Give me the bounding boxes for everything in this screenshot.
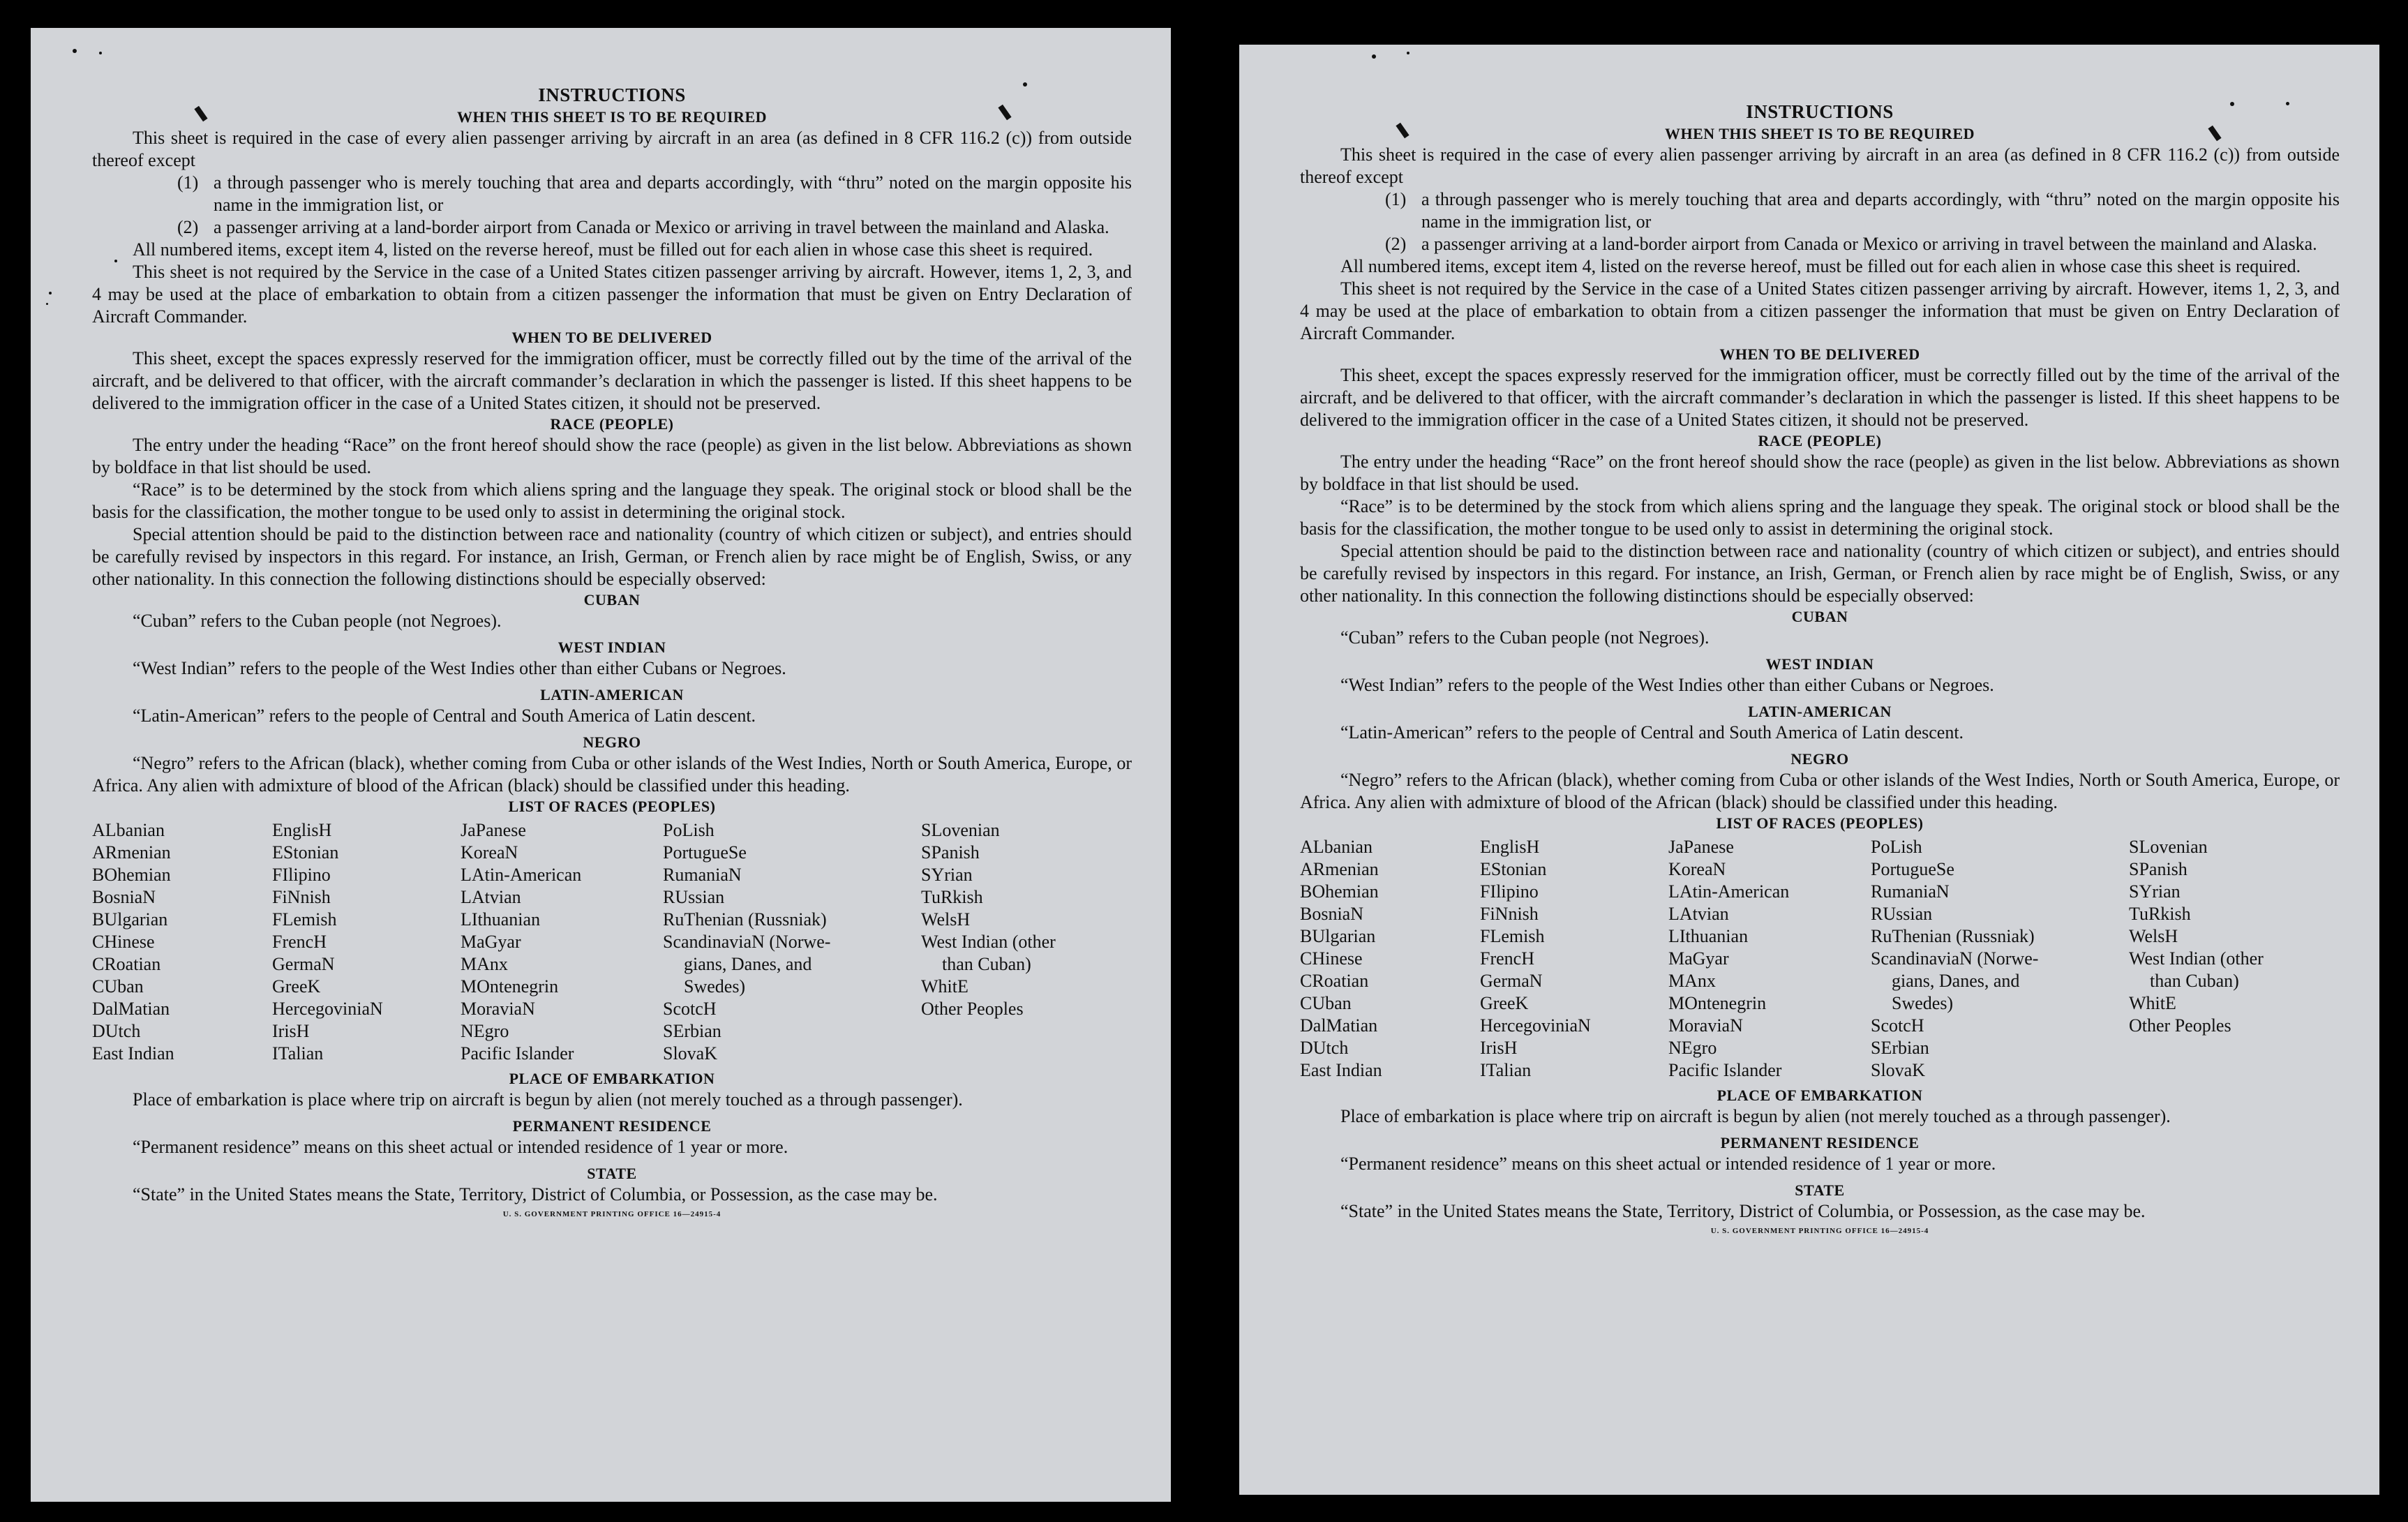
list-item	[1300, 233, 2340, 255]
race-entry: CRoatian	[92, 954, 161, 974]
race-entry: East Indian	[1300, 1060, 1382, 1080]
race-entry: MoraviaN	[461, 999, 535, 1019]
race-entry: ALbanian	[1300, 837, 1373, 857]
race-entry: ITalian	[1480, 1060, 1532, 1080]
document-title: INSTRUCTIONS	[1746, 101, 1894, 122]
race-entry: than Cuban)	[942, 954, 1031, 974]
section-heading-when-delivered: WHEN TO BE DELIVERED	[511, 329, 712, 346]
race-entry: ITalian	[272, 1043, 324, 1064]
document-page-right	[1239, 45, 2379, 1495]
item-number: (1)	[1385, 189, 1407, 209]
race-entry: DalMatian	[1300, 1015, 1378, 1036]
race-entry: GreeK	[1480, 993, 1529, 1013]
race-entry: Other Peoples	[921, 999, 1024, 1019]
paragraph: “Latin-American” refers to the people of Central and South America of Latin descent.	[1340, 722, 1964, 743]
paragraph: This sheet is required in the case of every alien passenger arriving by aircraft in an area (as defined in 8 CFR 116.2 (c)) from outside thereof except	[1300, 144, 2340, 187]
race-entry: East Indian	[92, 1043, 174, 1064]
paragraph: “State” in the United States means the State, Territory, District of Columbia, or Possession, as the case may be.	[133, 1184, 938, 1204]
race-entry: ARmenian	[92, 842, 171, 863]
race-entry: DUtch	[92, 1021, 141, 1041]
race-entry: IrisH	[272, 1021, 310, 1041]
paragraph: “Permanent residence” means on this sheet actual or intended residence of 1 year or more.	[1340, 1154, 1996, 1174]
race-entry: RumaniaN	[1871, 881, 1950, 902]
race-entry: PoLish	[663, 820, 715, 840]
race-entry: NEgro	[461, 1021, 509, 1041]
section-heading-latin-american: LATIN-AMERICAN	[540, 686, 684, 703]
list-item	[92, 172, 1132, 216]
race-entry: DalMatian	[92, 999, 170, 1019]
race-entry: WelsH	[2129, 926, 2178, 946]
race-entry: MAnx	[1668, 971, 1716, 991]
race-entry: ScandinaviaN (Norwe-	[1871, 948, 2039, 969]
item-number: (2)	[1385, 234, 1407, 254]
race-entry: LAtvian	[1668, 904, 1729, 924]
race-entry: CHinese	[1300, 948, 1363, 969]
paragraph: This sheet is not required by the Service in the case of a United States citizen passenger arriving by aircraft. However, items 1, 2, 3, and 4 may be used at the place of embarkation to obtain from a citizen passenger the information that must be given on Entry Declaration of Aircraft Commander.	[1300, 278, 2340, 343]
section-heading-negro: NEGRO	[583, 733, 641, 751]
race-entry: HercegoviniaN	[272, 999, 383, 1019]
section-heading-embarkation: PLACE OF EMBARKATION	[509, 1070, 715, 1087]
race-entry: MOntenegrin	[461, 976, 559, 997]
document-page-left	[31, 28, 1171, 1502]
race-entry: PoLish	[1871, 837, 1922, 857]
race-entry: gians, Danes, and	[1892, 971, 2020, 991]
race-entry: SPanish	[2129, 859, 2188, 879]
race-entry: NEgro	[1668, 1038, 1717, 1058]
section-heading-list-of-races: LIST OF RACES (PEOPLES)	[1716, 814, 1924, 832]
race-entry: West Indian (other	[2129, 948, 2264, 969]
paragraph: “Race” is to be determined by the stock from which aliens spring and the language they speak. The original stock or blood shall be the basis for the classification, the mother tongue to be used only to assist in determining the original stock.	[92, 479, 1132, 522]
paragraph: “Cuban” refers to the Cuban people (not Negroes).	[133, 611, 502, 631]
race-entry: KoreaN	[1668, 859, 1726, 879]
race-entry: MoraviaN	[1668, 1015, 1743, 1036]
section-heading-when-delivered: WHEN TO BE DELIVERED	[1719, 345, 1920, 363]
item-text: a passenger arriving at a land-border airport from Canada or Mexico or arriving in travel between the mainland and Alaska.	[1421, 234, 2317, 254]
paragraph: “Latin-American” refers to the people of Central and South America of Latin descent.	[133, 706, 756, 726]
race-entry: SlovaK	[1871, 1060, 1925, 1080]
item-number: (2)	[177, 217, 199, 237]
race-entry: ScandinaviaN (Norwe-	[663, 932, 831, 952]
race-entry: BOhemian	[92, 865, 171, 885]
item-text: a through passenger who is merely touching that area and departs accordingly, with “thru” noted on the margin opposite his name in the immigration list, or	[214, 172, 1132, 215]
race-entry: JaPanese	[461, 820, 526, 840]
race-entry: ALbanian	[92, 820, 165, 840]
item-text: a passenger arriving at a land-border airport from Canada or Mexico or arriving in travel between the mainland and Alaska.	[214, 217, 1109, 237]
race-entry: RumaniaN	[663, 865, 742, 885]
race-entry: LIthuanian	[1668, 926, 1749, 946]
race-entry: Other Peoples	[2129, 1015, 2231, 1036]
race-entry: FiNnish	[272, 887, 331, 907]
race-entry: EnglisH	[1480, 837, 1540, 857]
list-item	[1300, 188, 2340, 233]
race-entry: JaPanese	[1668, 837, 1734, 857]
paragraph: Special attention should be paid to the distinction between race and nationality (country of which citizen or subject), and entries should be carefully revised by inspectors in this regard. For instance, an Irish, German, or French alien by race might be of English, Swiss, or any other nationality. In this connection the following distinctions should be especially observed:	[92, 524, 1132, 589]
race-entry: HercegoviniaN	[1480, 1015, 1591, 1036]
section-heading-residence: PERMANENT RESIDENCE	[1720, 1134, 1920, 1151]
paragraph: The entry under the heading “Race” on the front hereof should show the race (people) as given in the list below. Abbreviations as shown by boldface in that list should be used.	[92, 435, 1132, 477]
section-heading-race: RACE (PEOPLE)	[1758, 432, 1882, 449]
races-column	[461, 819, 663, 1065]
race-entry: SPanish	[921, 842, 980, 863]
race-entry: CUban	[92, 976, 144, 997]
race-entry: FrencH	[1480, 948, 1534, 969]
race-entry: WhitE	[2129, 993, 2176, 1013]
section-heading-when-required: WHEN THIS SHEET IS TO BE REQUIRED	[1664, 125, 1975, 142]
race-entry: MAnx	[461, 954, 508, 974]
race-entry: FiNnish	[1480, 904, 1539, 924]
paragraph: All numbered items, except item 4, listed on the reverse hereof, must be filled out for each alien in whose case this sheet is required.	[133, 239, 1093, 260]
race-entry: SYrian	[2129, 881, 2181, 902]
race-entry: CRoatian	[1300, 971, 1369, 991]
race-entry: LAtin-American	[461, 865, 582, 885]
item-text: a through passenger who is merely touching that area and departs accordingly, with “thru” noted on the margin opposite his name in the immigration list, or	[1421, 189, 2340, 232]
race-entry: ScotcH	[1871, 1015, 1924, 1036]
race-entry: FIlipino	[1480, 881, 1539, 902]
race-entry: RuThenian (Russniak)	[663, 909, 827, 930]
item-number: (1)	[177, 172, 199, 193]
section-heading-cuban: CUBAN	[1791, 608, 1848, 625]
race-entry: MaGyar	[461, 932, 521, 952]
race-entry: EnglisH	[272, 820, 332, 840]
paragraph: This sheet is required in the case of every alien passenger arriving by aircraft in an area (as defined in 8 CFR 116.2 (c)) from outside thereof except	[92, 128, 1132, 170]
race-entry: Pacific Islander	[1668, 1060, 1782, 1080]
race-entry: SErbian	[663, 1021, 721, 1041]
races-column	[2129, 836, 2340, 1082]
race-entry: gians, Danes, and	[684, 954, 812, 974]
race-entry: SErbian	[1871, 1038, 1929, 1058]
race-entry: WhitE	[921, 976, 969, 997]
race-entry: DUtch	[1300, 1038, 1349, 1058]
paragraph: “Permanent residence” means on this sheet actual or intended residence of 1 year or more.	[133, 1137, 788, 1157]
race-entry: IrisH	[1480, 1038, 1518, 1058]
race-entry: GreeK	[272, 976, 321, 997]
section-heading-race: RACE (PEOPLE)	[550, 415, 674, 433]
races-column	[272, 819, 461, 1065]
list-item	[92, 216, 1132, 239]
paragraph: The entry under the heading “Race” on the front hereof should show the race (people) as given in the list below. Abbreviations as shown by boldface in that list should be used.	[1300, 452, 2340, 494]
paragraph: Place of embarkation is place where trip on aircraft is begun by alien (not merely touched as a through passenger).	[133, 1089, 963, 1110]
section-heading-residence: PERMANENT RESIDENCE	[512, 1117, 712, 1135]
race-entry: ScotcH	[663, 999, 717, 1019]
race-entry: FLemish	[272, 909, 337, 930]
race-entry: EStonian	[272, 842, 339, 863]
race-entry: Swedes)	[684, 976, 746, 997]
race-entry: SlovaK	[663, 1043, 717, 1064]
race-entry: SLovenian	[2129, 837, 2208, 857]
race-entry: BOhemian	[1300, 881, 1379, 902]
race-entry: RUssian	[663, 887, 725, 907]
race-entry: GermaN	[1480, 971, 1543, 991]
race-entry: Swedes)	[1892, 993, 1954, 1013]
section-heading-negro: NEGRO	[1790, 750, 1849, 768]
paragraph: “West Indian” refers to the people of the West Indies other than either Cubans or Negroes.	[133, 658, 786, 678]
paragraph: “Negro” refers to the African (black), whether coming from Cuba or other islands of the West Indies, North or South America, Europe, or Africa. Any alien with admixture of blood of the African (black) should be classified under this heading.	[1300, 770, 2340, 812]
section-heading-when-required: WHEN THIS SHEET IS TO BE REQUIRED	[456, 108, 768, 126]
race-entry: LAtvian	[461, 887, 521, 907]
race-entry: West Indian (other	[921, 932, 1056, 952]
race-entry: MOntenegrin	[1668, 993, 1767, 1013]
races-column	[1871, 836, 2129, 1082]
race-entry: RUssian	[1871, 904, 1933, 924]
races-list	[92, 819, 1132, 1065]
document-body	[1300, 99, 2340, 1235]
document-body	[92, 82, 1132, 1218]
race-entry: LIthuanian	[461, 909, 541, 930]
race-entry: PortugueSe	[663, 842, 747, 863]
race-entry: BUlgarian	[92, 909, 168, 930]
section-heading-cuban: CUBAN	[583, 591, 641, 609]
paragraph: “Cuban” refers to the Cuban people (not Negroes).	[1340, 627, 1710, 648]
races-list	[1300, 836, 2340, 1082]
section-heading-west-indian: WEST INDIAN	[1765, 655, 1874, 673]
section-heading-state: STATE	[1795, 1181, 1845, 1199]
paragraph: This sheet is not required by the Service in the case of a United States citizen passenger arriving by aircraft. However, items 1, 2, 3, and 4 may be used at the place of embarkation to obtain from a citizen passenger the information that must be given on Entry Declaration of Aircraft Commander.	[92, 262, 1132, 327]
section-heading-latin-american: LATIN-AMERICAN	[1748, 703, 1892, 720]
race-entry: LAtin-American	[1668, 881, 1790, 902]
section-heading-list-of-races: LIST OF RACES (PEOPLES)	[508, 798, 716, 815]
race-entry: than Cuban)	[2150, 971, 2239, 991]
document-title: INSTRUCTIONS	[538, 84, 686, 105]
race-entry: BosniaN	[92, 887, 156, 907]
race-entry: BosniaN	[1300, 904, 1363, 924]
race-entry: CUban	[1300, 993, 1352, 1013]
paragraph: This sheet, except the spaces expressly reserved for the immigration officer, must be correctly filled out by the time of the arrival of the aircraft, and be delivered to that officer, with the aircraft commander’s declaration in which the passenger is listed. If this sheet happens to be delivered to the immigration officer in the case of a United States citizen, it should not be preserved.	[92, 348, 1132, 413]
race-entry: SLovenian	[921, 820, 1000, 840]
races-column	[921, 819, 1132, 1065]
race-entry: SYrian	[921, 865, 973, 885]
race-entry: MaGyar	[1668, 948, 1729, 969]
races-column	[663, 819, 921, 1065]
races-column	[1668, 836, 1871, 1082]
paragraph: Special attention should be paid to the distinction between race and nationality (country of which citizen or subject), and entries should be carefully revised by inspectors in this regard. For instance, an Irish, German, or French alien by race might be of English, Swiss, or any other nationality. In this connection the following distinctions should be especially observed:	[1300, 541, 2340, 606]
race-entry: RuThenian (Russniak)	[1871, 926, 2035, 946]
race-entry: Pacific Islander	[461, 1043, 574, 1064]
paragraph: “Negro” refers to the African (black), whether coming from Cuba or other islands of the West Indies, North or South America, Europe, or Africa. Any alien with admixture of blood of the African (black) should be classified under this heading.	[92, 753, 1132, 796]
race-entry: EStonian	[1480, 859, 1547, 879]
section-heading-embarkation: PLACE OF EMBARKATION	[1717, 1087, 1923, 1104]
paragraph: All numbered items, except item 4, listed on the reverse hereof, must be filled out for each alien in whose case this sheet is required.	[1340, 256, 2301, 276]
race-entry: TuRkish	[2129, 904, 2191, 924]
printer-imprint: U. S. GOVERNMENT PRINTING OFFICE 16—24915-4	[502, 1210, 721, 1218]
race-entry: KoreaN	[461, 842, 518, 863]
race-entry: FIlipino	[272, 865, 331, 885]
race-entry: TuRkish	[921, 887, 983, 907]
race-entry: ARmenian	[1300, 859, 1379, 879]
race-entry: BUlgarian	[1300, 926, 1376, 946]
paragraph: Place of embarkation is place where trip on aircraft is begun by alien (not merely touched as a through passenger).	[1340, 1106, 2171, 1126]
paragraph: “State” in the United States means the State, Territory, District of Columbia, or Possession, as the case may be.	[1340, 1201, 2146, 1221]
race-entry: PortugueSe	[1871, 859, 1954, 879]
race-entry: FrencH	[272, 932, 327, 952]
races-column	[1480, 836, 1668, 1082]
race-entry: FLemish	[1480, 926, 1545, 946]
paragraph: This sheet, except the spaces expressly reserved for the immigration officer, must be correctly filled out by the time of the arrival of the aircraft, and be delivered to that officer, with the aircraft commander’s declaration in which the passenger is listed. If this sheet happens to be delivered to the immigration officer in the case of a United States citizen, it should not be preserved.	[1300, 365, 2340, 430]
section-heading-west-indian: WEST INDIAN	[558, 639, 666, 656]
printer-imprint: U. S. GOVERNMENT PRINTING OFFICE 16—24915-4	[1710, 1227, 1929, 1235]
race-entry: CHinese	[92, 932, 155, 952]
paragraph: “Race” is to be determined by the stock from which aliens spring and the language they speak. The original stock or blood shall be the basis for the classification, the mother tongue to be used only to assist in determining the original stock.	[1300, 496, 2340, 539]
paragraph: “West Indian” refers to the people of the West Indies other than either Cubans or Negroes.	[1340, 675, 1994, 695]
races-column	[92, 819, 272, 1065]
race-entry: GermaN	[272, 954, 335, 974]
section-heading-state: STATE	[587, 1165, 637, 1182]
races-column	[1300, 836, 1480, 1082]
race-entry: WelsH	[921, 909, 971, 930]
